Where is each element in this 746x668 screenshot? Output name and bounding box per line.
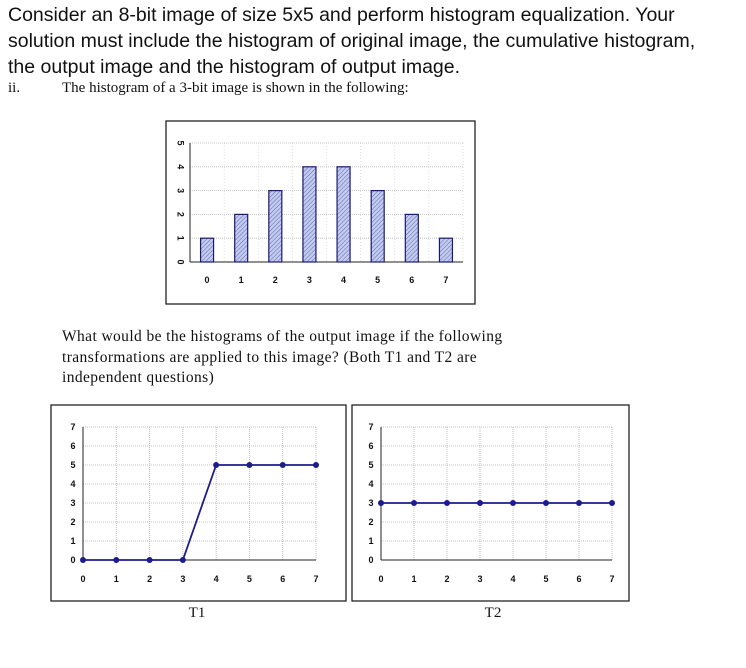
histogram-y-tick-label: 4 bbox=[175, 164, 186, 170]
histogram-x-tick-label: 3 bbox=[306, 275, 312, 285]
t1-data-point bbox=[180, 557, 186, 563]
t2-data-point bbox=[477, 500, 483, 506]
t2-transformation-chart bbox=[352, 405, 629, 621]
histogram-x-tick-label: 6 bbox=[409, 275, 415, 285]
t1-y-tick-label: 3 bbox=[70, 498, 76, 508]
t1-transformation-chart bbox=[51, 405, 346, 621]
histogram-bar bbox=[303, 167, 316, 262]
t1-data-point bbox=[113, 557, 119, 563]
t2-x-tick-label: 6 bbox=[576, 574, 582, 584]
t2-data-point bbox=[543, 500, 549, 506]
t1-y-tick-label: 5 bbox=[70, 460, 76, 470]
t1-y-tick-label: 6 bbox=[70, 441, 76, 451]
histogram-bar bbox=[201, 238, 214, 262]
t1-data-point bbox=[313, 462, 319, 468]
histogram-bar bbox=[405, 214, 418, 262]
t2-x-tick-label: 1 bbox=[411, 574, 417, 584]
t2-y-tick-label: 6 bbox=[368, 441, 374, 451]
t1-data-point bbox=[80, 557, 86, 563]
t2-data-point bbox=[444, 500, 450, 506]
original-histogram-chart bbox=[166, 121, 475, 304]
t2-y-tick-label: 4 bbox=[368, 479, 374, 489]
t2-caption: T2 bbox=[484, 605, 502, 621]
histogram-x-tick-label: 1 bbox=[238, 275, 244, 285]
histogram-y-tick-label: 2 bbox=[175, 211, 186, 217]
t1-x-tick-label: 2 bbox=[147, 574, 153, 584]
t2-data-point bbox=[510, 500, 516, 506]
t1-data-point bbox=[280, 462, 286, 468]
t2-x-tick-label: 4 bbox=[510, 574, 516, 584]
t2-x-tick-label: 2 bbox=[444, 574, 450, 584]
t2-y-tick-label: 3 bbox=[368, 498, 374, 508]
histogram-y-tick-label: 5 bbox=[175, 140, 186, 146]
paragraph-line-2: transformations are applied to this image? (Both T1 and T2 are bbox=[62, 348, 478, 366]
histogram-x-tick-label: 5 bbox=[375, 275, 381, 285]
t1-data-point bbox=[246, 462, 252, 468]
t1-y-tick-label: 0 bbox=[70, 555, 76, 565]
subquestion-text: The histogram of a 3-bit image is shown in the following: bbox=[62, 80, 409, 96]
t2-y-tick-label: 1 bbox=[368, 536, 374, 546]
t2-data-point bbox=[378, 500, 384, 506]
t1-x-tick-label: 4 bbox=[213, 574, 219, 584]
paragraph-line-1: What would be the histograms of the output image if the following bbox=[62, 328, 503, 345]
histogram-y-tick-label: 1 bbox=[175, 235, 186, 241]
t2-y-tick-label: 2 bbox=[368, 517, 374, 527]
t2-x-tick-label: 3 bbox=[477, 574, 483, 584]
histogram-bar bbox=[439, 238, 452, 262]
t1-data-point bbox=[147, 557, 153, 563]
t2-y-tick-label: 0 bbox=[368, 555, 374, 565]
t1-caption: T1 bbox=[188, 605, 206, 621]
t2-y-tick-label: 5 bbox=[368, 460, 374, 470]
histogram-x-tick-label: 2 bbox=[272, 275, 278, 285]
paragraph-line-3: independent questions) bbox=[62, 369, 215, 386]
t1-x-tick-label: 1 bbox=[113, 574, 119, 584]
subquestion-number: ii. bbox=[8, 80, 21, 96]
histogram-bar bbox=[269, 191, 282, 262]
histogram-x-tick-label: 7 bbox=[443, 275, 449, 285]
t2-data-point bbox=[576, 500, 582, 506]
t1-y-tick-label: 7 bbox=[70, 422, 76, 432]
histogram-bar bbox=[337, 167, 350, 262]
t2-x-tick-label: 0 bbox=[378, 574, 384, 584]
histogram-y-tick-label: 3 bbox=[175, 188, 186, 194]
t2-y-tick-label: 7 bbox=[368, 422, 374, 432]
t1-y-tick-label: 4 bbox=[70, 479, 76, 489]
t2-x-tick-label: 5 bbox=[543, 574, 549, 584]
histogram-bar bbox=[371, 191, 384, 262]
t1-x-tick-label: 6 bbox=[280, 574, 286, 584]
histogram-bar bbox=[235, 214, 248, 262]
t1-data-point bbox=[213, 462, 219, 468]
histogram-x-tick-label: 0 bbox=[204, 275, 210, 285]
question-line-3: the output image and the histogram of output image. bbox=[8, 56, 461, 78]
t1-y-tick-label: 2 bbox=[70, 517, 76, 527]
t2-data-point bbox=[411, 500, 417, 506]
t1-y-tick-label: 1 bbox=[70, 536, 76, 546]
histogram-y-tick-label: 0 bbox=[175, 259, 186, 265]
t1-x-tick-label: 7 bbox=[313, 574, 319, 584]
t2-data-point bbox=[609, 500, 615, 506]
t2-x-tick-label: 7 bbox=[609, 574, 615, 584]
histogram-x-tick-label: 4 bbox=[341, 275, 347, 285]
question-line-1: Consider an 8-bit image of size 5x5 and perform histogram equalization. Your bbox=[8, 4, 675, 26]
t1-x-tick-label: 0 bbox=[80, 574, 86, 584]
t1-x-tick-label: 5 bbox=[246, 574, 252, 584]
question-line-2: solution must include the histogram of original image, the cumulative histogram, bbox=[8, 30, 696, 52]
t1-x-tick-label: 3 bbox=[180, 574, 186, 584]
